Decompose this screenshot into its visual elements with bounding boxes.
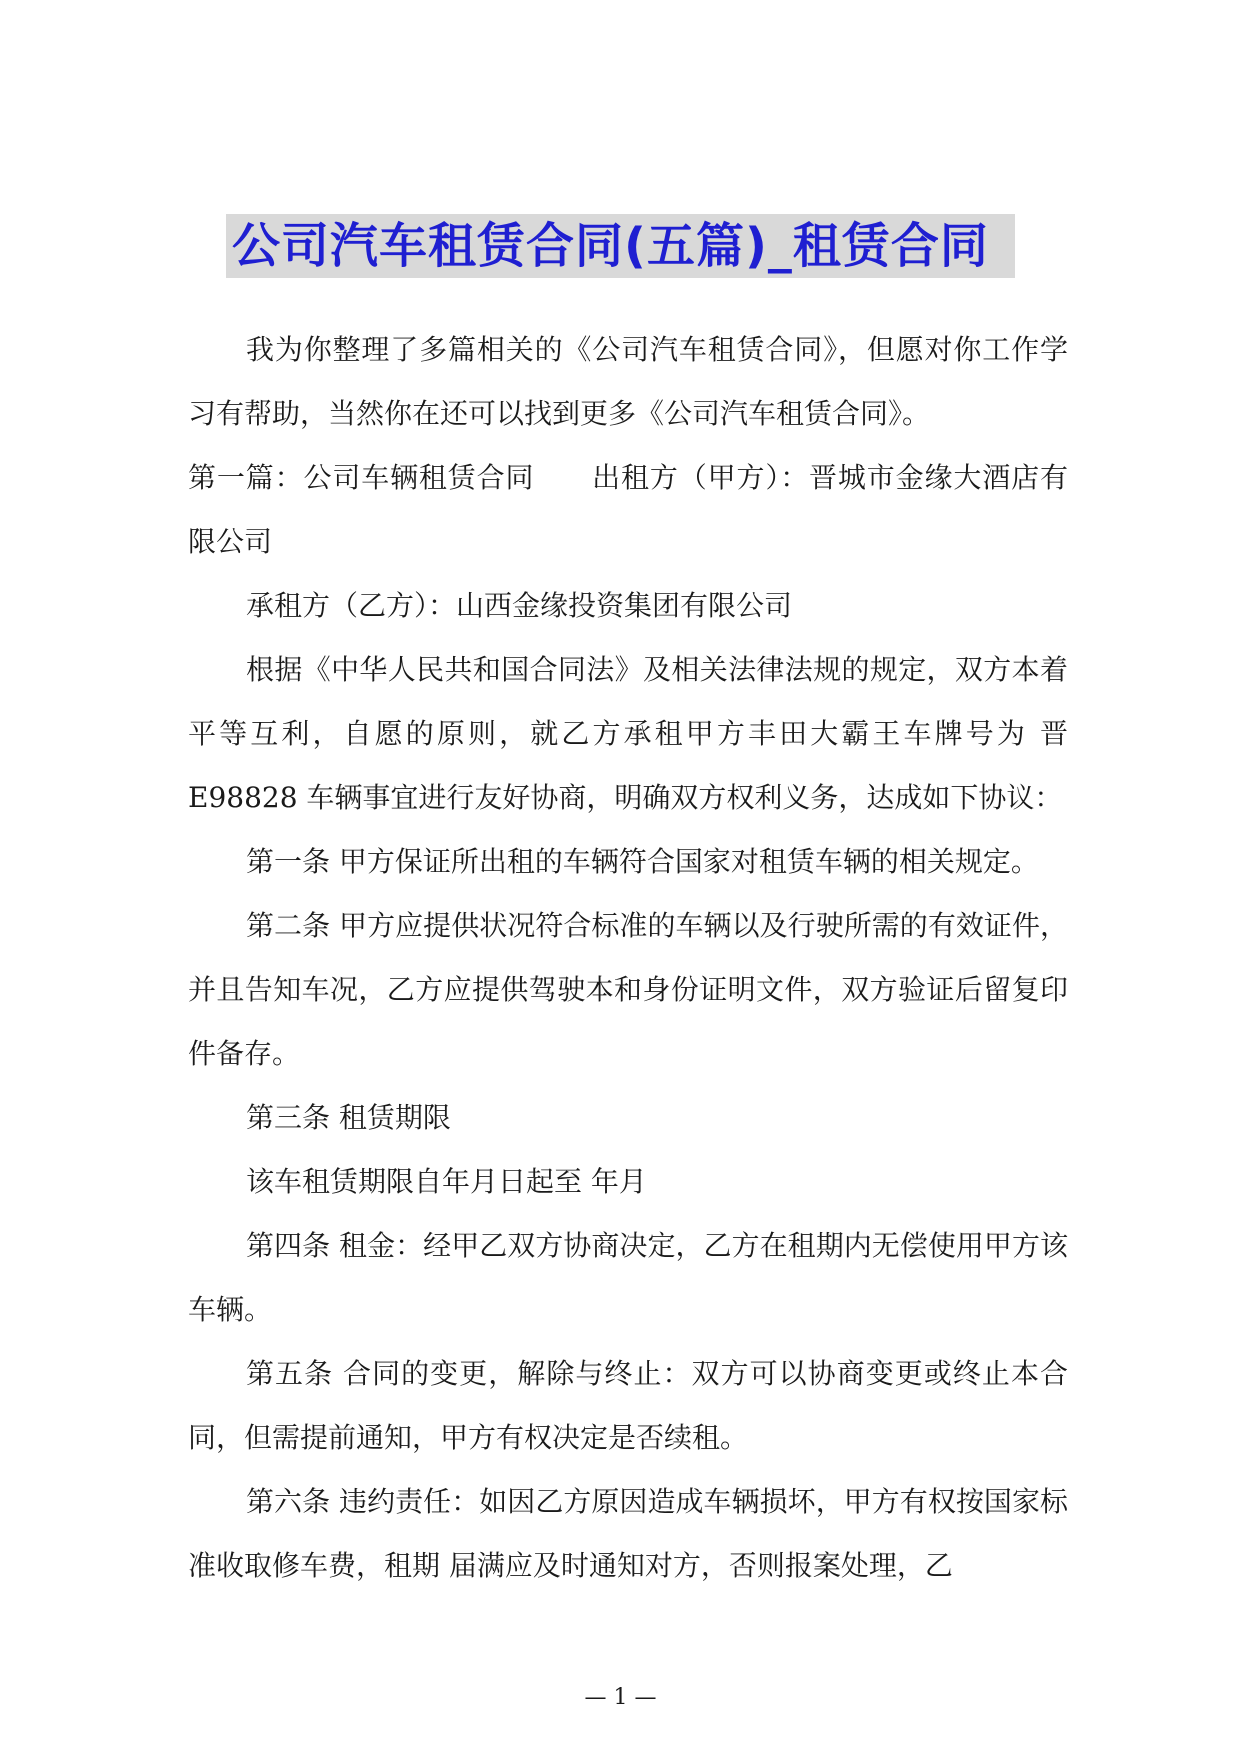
- paragraph-article-1: 第一条 甲方保证所出租的车辆符合国家对租赁车辆的相关规定。: [246, 845, 1039, 878]
- document-body: [188, 318, 1068, 1598]
- paragraph-intro: 我为你整理了多篇相关的《公司汽车租赁合同》，但愿对你工作学习有帮助，当然你在还可以找到更多《公司汽车租赁合同》。: [188, 333, 1068, 430]
- paragraph-lease-term: 该车租赁期限自年月日起至 年月: [246, 1165, 647, 1198]
- paragraph-article-6: 第六条 违约责任：如因乙方原因造成车辆损坏，甲方有权按国家标准收取修车费，租期 届满应及时通知对方，否则报案处理，乙: [188, 1485, 1068, 1582]
- paragraph-article-5: 第五条 合同的变更，解除与终止：双方可以协商变更或终止本合同，但需提前通知，甲方有权决定是否续租。: [188, 1357, 1068, 1454]
- title-wrapper: [0, 214, 1241, 278]
- paragraph-basis: 根据《中华人民共和国合同法》及相关法律法规的规定，双方本着平等互利，自愿的原则，就乙方承租甲方丰田大霸王车牌号为 晋E98828 车辆事宜进行友好协商，明确双方权利义务，达成如下协议：: [188, 653, 1068, 814]
- document-title: 公司汽车租赁合同(五篇)_租赁合同: [226, 214, 1015, 278]
- paragraph-article-4: 第四条 租金：经甲乙双方协商决定，乙方在租期内无偿使用甲方该车辆。: [188, 1229, 1068, 1326]
- paragraph-article-3: 第三条 租赁期限: [246, 1101, 451, 1134]
- paragraph-article-2: 第二条 甲方应提供状况符合标准的车辆以及行驶所需的有效证件，并且告知车况，乙方应提供驾驶本和身份证明文件，双方验证后留复印件备存。: [188, 909, 1068, 1070]
- paragraph-lessee: 承租方（乙方）：山西金缘投资集团有限公司: [246, 589, 793, 622]
- page-number: — 1 —: [584, 1685, 657, 1710]
- paragraph-part-one-heading: 第一篇：公司车辆租赁合同 出租方（甲方）：晋城市金缘大酒店有限公司: [188, 461, 1068, 558]
